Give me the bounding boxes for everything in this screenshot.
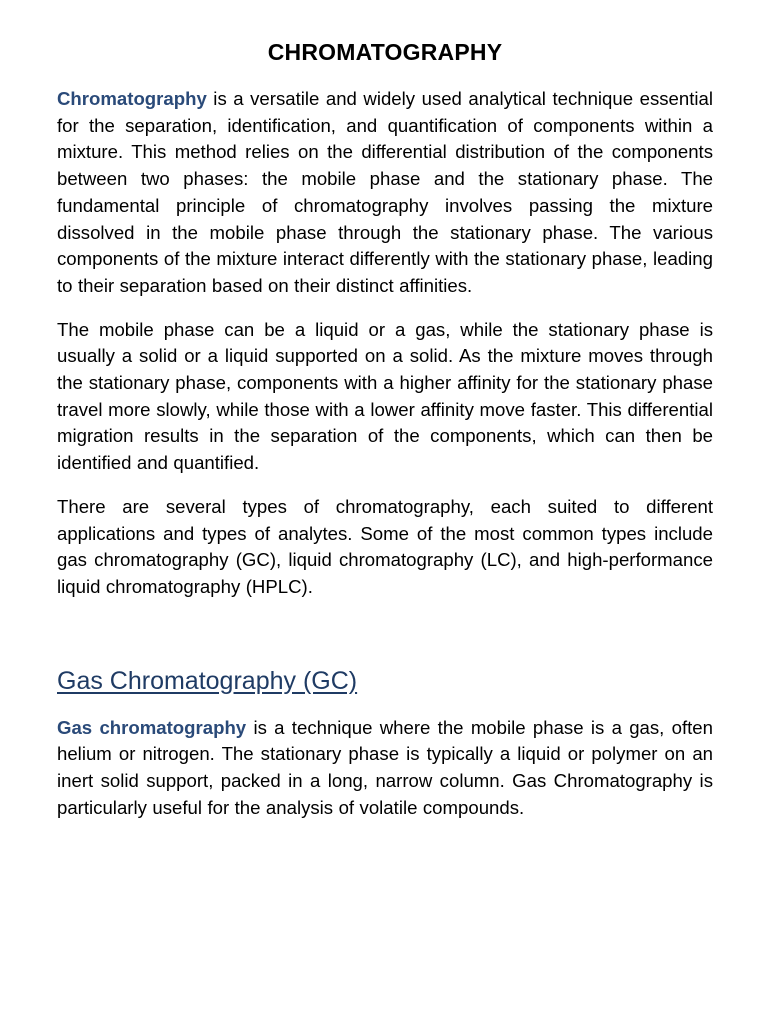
gc-text: is a technique where the mobile phase is a gas, often helium or nitrogen. The stationary phase is typically a liquid or polymer on an inert solid support, packed in a long, narrow column. Gas Chromatography is particularly useful for the analysis of volatile compounds. [57, 716, 713, 818]
document-title: CHROMATOGRAPHY [267, 39, 503, 65]
intro-text: is a versatile and widely used analytical technique essential for the separation, identification, and quantification of components within a mixture. This method relies on the differential distribution of the components between two phases: the mobile phase and the stationary phase. The fundamental principle of chromatography involves passing the mixture dissolved in the mobile phase through the stationary phase. The various components of the mixture interact differently with the stationary phase, leading to their separation based on their distinct affinities. [57, 88, 713, 296]
gc-section-heading: Gas Chromatography (GC) [57, 666, 358, 695]
intro-term: Chromatography [57, 88, 207, 109]
gc-paragraph [57, 715, 713, 822]
intro-paragraph [57, 86, 713, 300]
mobile-phase-paragraph: The mobile phase can be a liquid or a gas, while the stationary phase is usually a solid or a liquid supported on a solid. As the mixture moves through the stationary phase, components with a higher affinity for the stationary phase travel more slowly, while those with a lower affinity move faster. This differential migration results in the separation of the components, which can then be identified and quantified. [57, 318, 713, 474]
gc-term: Gas chromatography [57, 716, 247, 738]
document-page [57, 36, 713, 838]
types-paragraph: There are several types of chromatography, each suited to different applications and types of analytes. Some of the most common types include gas chromatography (GC), liquid chromatography (LC), and high-performance liquid chromatography (HPLC). [57, 495, 713, 597]
